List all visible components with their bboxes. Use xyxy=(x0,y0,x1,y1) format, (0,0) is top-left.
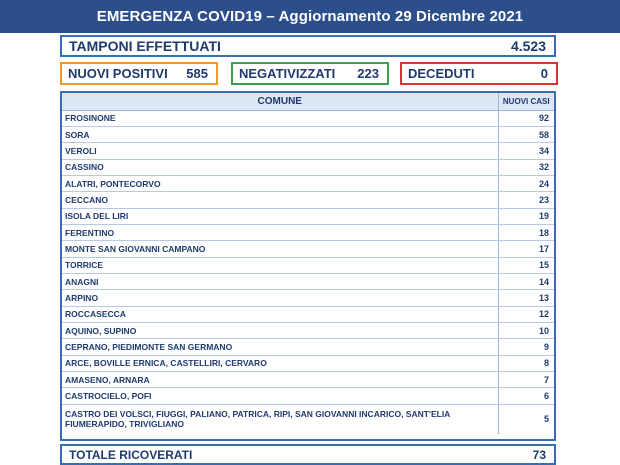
nuovi-casi-cell: 14 xyxy=(498,273,554,289)
report-title: EMERGENZA COVID19 – Aggiornamento 29 Dicembre 2021 xyxy=(0,0,620,33)
comune-cell: VEROLI xyxy=(62,143,498,159)
tamponi-box xyxy=(60,35,556,57)
table-row xyxy=(62,110,554,126)
comune-cell: CASTROCIELO, POFI xyxy=(62,388,498,404)
table-row xyxy=(62,306,554,322)
table-row xyxy=(62,322,554,338)
nuovi-casi-cell: 92 xyxy=(498,110,554,126)
nuovi-casi-cell: 32 xyxy=(498,159,554,175)
table-row xyxy=(62,224,554,240)
totale-ricoverati-box xyxy=(60,444,556,465)
totale-ricoverati-label: TOTALE RICOVERATI xyxy=(69,447,193,462)
table-row xyxy=(62,159,554,175)
comune-cell: ISOLA DEL LIRI xyxy=(62,208,498,224)
comune-cell: SORA xyxy=(62,126,498,142)
tamponi-value: 4.523 xyxy=(510,38,546,54)
nuovi-casi-cell: 9 xyxy=(498,339,554,355)
nuovi-casi-cell: 58 xyxy=(498,126,554,142)
nuovi-casi-cell: 15 xyxy=(498,257,554,273)
comune-cell: CASSINO xyxy=(62,159,498,175)
comune-cell: ROCCASECCA xyxy=(62,306,498,322)
deceduti-box xyxy=(400,62,558,85)
nuovi-positivi-label: NUOVI POSITIVI xyxy=(68,66,168,81)
table-row xyxy=(62,339,554,355)
nuovi-casi-cell: 17 xyxy=(498,241,554,257)
comune-cell: FROSINONE xyxy=(62,110,498,126)
nuovi-casi-cell: 5 xyxy=(543,414,549,425)
negativizzati-box xyxy=(231,62,389,85)
table-row xyxy=(62,290,554,306)
nuovi-casi-cell: 8 xyxy=(498,355,554,371)
comune-cell: ARPINO xyxy=(62,290,498,306)
comune-cell: CEPRANO, PIEDIMONTE SAN GERMANO xyxy=(62,339,498,355)
nuovi-casi-cell: 34 xyxy=(498,143,554,159)
table-row xyxy=(62,241,554,257)
nuovi-positivi-box xyxy=(60,62,218,85)
cases-table xyxy=(60,91,556,441)
comune-cell: CASTRO DEI VOLSCI, FIUGGI, PALIANO, PATRICA, RIPI, SAN GIOVANNI INCARICO, SANT'ELIA FIUMERAPIDO, TRIVIGLIANO xyxy=(62,404,498,434)
table-row xyxy=(62,355,554,371)
nuovi-casi-cell: 18 xyxy=(498,224,554,240)
comune-cell: FERENTINO xyxy=(62,224,498,240)
negativizzati-value: 223 xyxy=(357,66,379,81)
nuovi-casi-cell: 12 xyxy=(498,306,554,322)
comune-cell: ANAGNI xyxy=(62,273,498,289)
table-row xyxy=(62,143,554,159)
comune-cell: MONTE SAN GIOVANNI CAMPANO xyxy=(62,241,498,257)
column-header-nuovi-casi: NUOVI CASI xyxy=(498,93,554,110)
table-row xyxy=(62,192,554,208)
comune-cell: ALATRI, PONTECORVO xyxy=(62,175,498,191)
comune-cell: CECCANO xyxy=(62,192,498,208)
table-row xyxy=(62,208,554,224)
totale-ricoverati-value: 73 xyxy=(532,447,546,462)
nuovi-casi-cell: 24 xyxy=(498,175,554,191)
nuovi-casi-cell: 13 xyxy=(498,290,554,306)
negativizzati-label: NEGATIVIZZATI xyxy=(239,66,336,81)
comune-cell: TORRICE xyxy=(62,257,498,273)
nuovi-casi-cell: 7 xyxy=(498,372,554,388)
table-row xyxy=(62,126,554,142)
table-row xyxy=(62,372,554,388)
nuovi-casi-cell: 23 xyxy=(498,192,554,208)
nuovi-casi-cell: 6 xyxy=(498,388,554,404)
table-row xyxy=(62,273,554,289)
table-row xyxy=(62,404,554,434)
nuovi-casi-cell: 10 xyxy=(498,322,554,338)
deceduti-label: DECEDUTI xyxy=(408,66,475,81)
table-row xyxy=(62,175,554,191)
tamponi-label: TAMPONI EFFETTUATI xyxy=(69,38,221,54)
table-row xyxy=(62,388,554,404)
nuovi-casi-cell: 19 xyxy=(498,208,554,224)
comune-cell: AQUINO, SUPINO xyxy=(62,322,498,338)
comune-cell: AMASENO, ARNARA xyxy=(62,372,498,388)
table-row xyxy=(62,257,554,273)
nuovi-positivi-value: 585 xyxy=(186,66,208,81)
comune-cell: ARCE, BOVILLE ERNICA, CASTELLIRI, CERVARO xyxy=(62,355,498,371)
deceduti-value: 0 xyxy=(540,66,548,81)
column-header-comune: COMUNE xyxy=(62,93,498,110)
